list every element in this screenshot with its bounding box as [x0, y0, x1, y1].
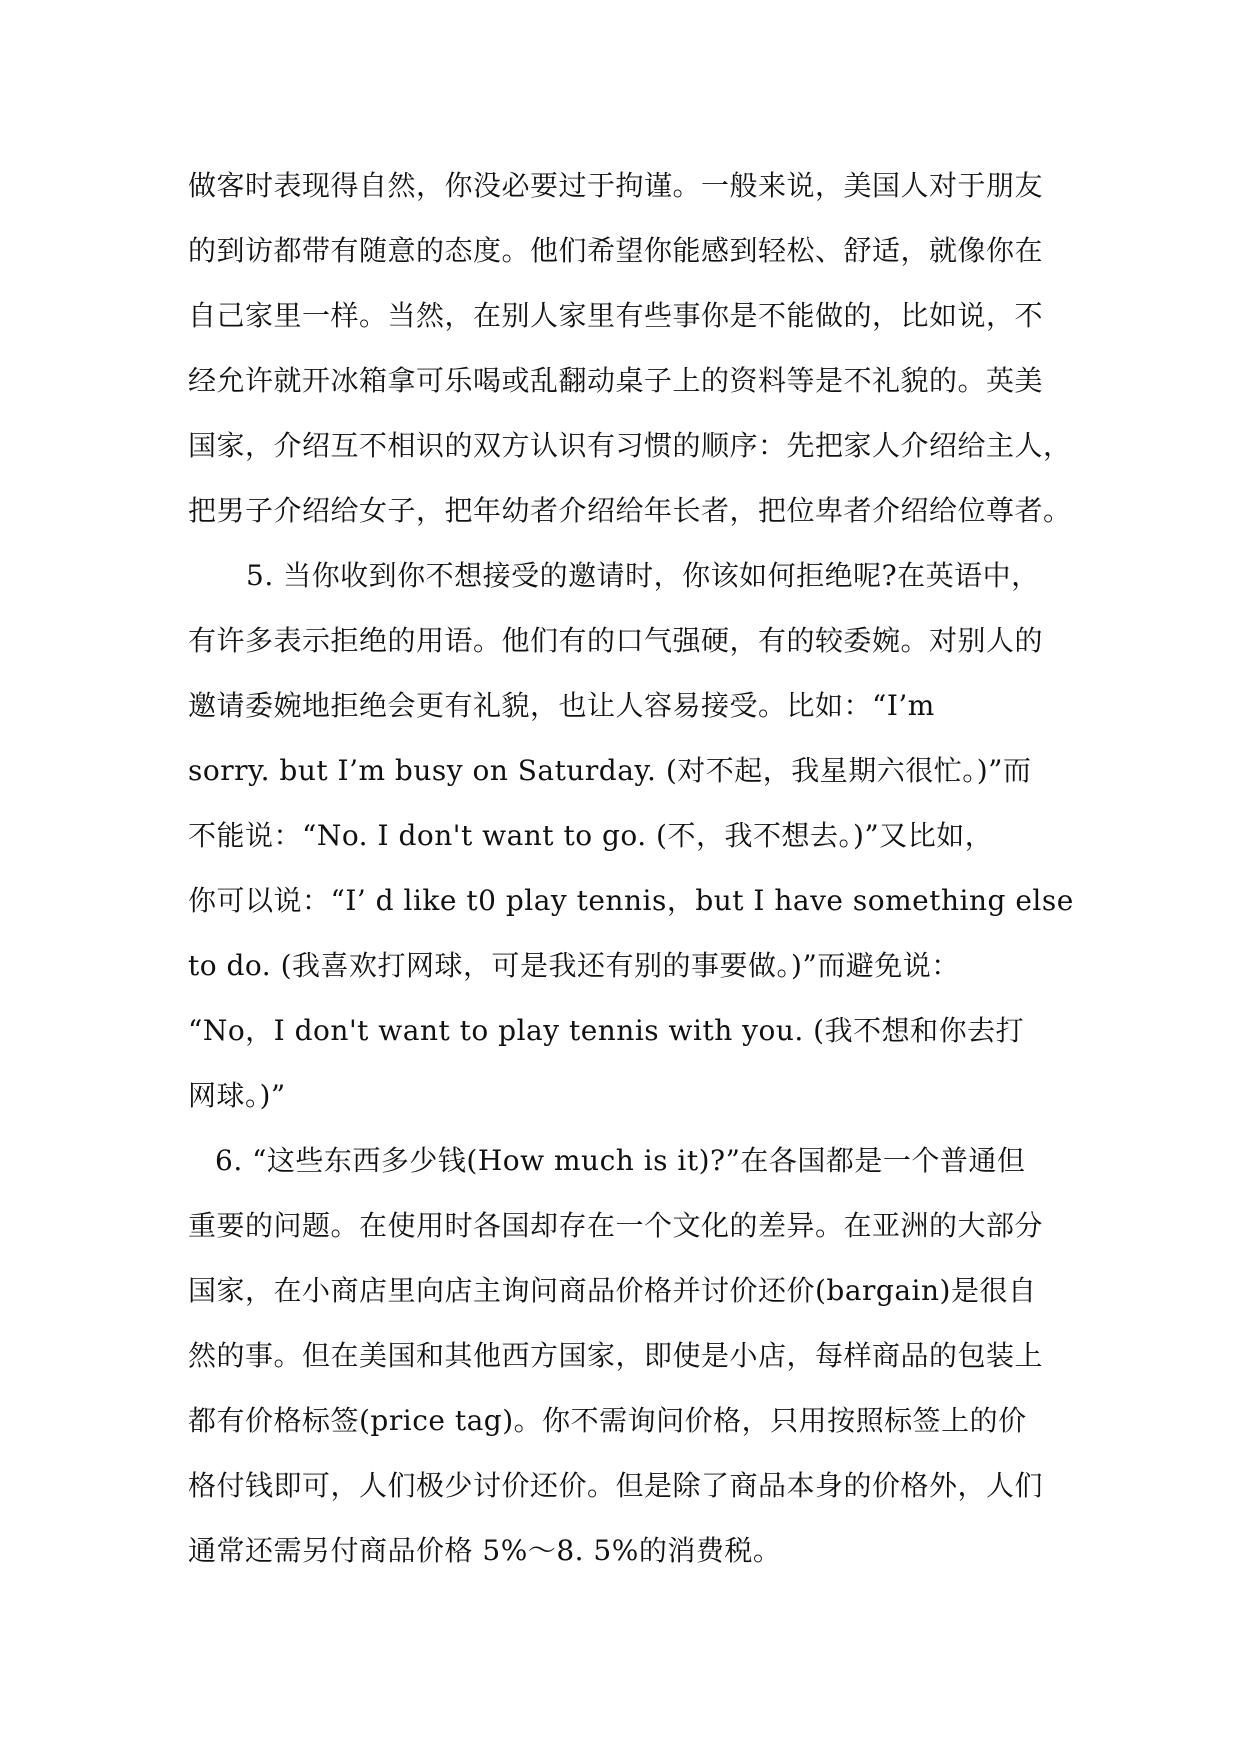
text-line: 国家，在小商店里向店主询问商品价格并讨价还价(bargain)是很自	[188, 1274, 1037, 1307]
paragraph-etiquette	[188, 153, 1148, 543]
text-line: 自己家里一样。当然，在别人家里有些事你是不能做的，比如说，不	[188, 299, 1044, 332]
paragraph-item-6	[188, 1128, 1148, 1583]
text-line: sorry. but I’m busy on Saturday. (对不起，我星期六很忙。)”而	[188, 754, 1032, 787]
text-line: 网球。)”	[188, 1079, 286, 1112]
text-line: 都有价格标签(price tag)。你不需询问价格，只用按照标签上的价	[188, 1404, 1027, 1437]
body-text	[188, 153, 1148, 1583]
text-line: 不能说：“No. I don't want to go. (不，我不想去。)”又比如，	[188, 819, 994, 852]
text-line: 格付钱即可，人们极少讨价还价。但是除了商品本身的价格外，人们	[188, 1469, 1044, 1502]
text-line: 的到访都带有随意的态度。他们希望你能感到轻松、舒适，就像你在	[188, 234, 1044, 267]
text-line: 然的事。但在美国和其他西方国家，即使是小店，每样商品的包装上	[188, 1339, 1044, 1372]
text-line: 5. 当你收到你不想接受的邀请时，你该如何拒绝呢?在英语中，	[246, 559, 1040, 592]
text-line: 重要的问题。在使用时各国却存在一个文化的差异。在亚洲的大部分	[188, 1209, 1044, 1242]
text-line: 把男子介绍给女子，把年幼者介绍给年长者，把位卑者介绍给位尊者。	[188, 494, 1072, 527]
text-line: 做客时表现得自然，你没必要过于拘谨。一般来说，美国人对于朋友	[188, 169, 1044, 202]
text-line: 邀请委婉地拒绝会更有礼貌，也让人容易接受。比如：“I’m	[188, 689, 935, 722]
text-line: 6. “这些东西多少钱(How much is it)?”在各国都是一个普通但	[215, 1144, 1026, 1177]
paragraph-item-5	[188, 543, 1148, 1128]
text-line: “No，I don't want to play tennis with you. (我不想和你去打	[188, 1014, 1025, 1047]
text-line: 有许多表示拒绝的用语。他们有的口气强硬，有的较委婉。对别人的	[188, 624, 1044, 657]
text-line: to do. (我喜欢打网球，可是我还有别的事要做。)”而避免说：	[188, 949, 960, 982]
text-line: 你可以说：“I’ d like t0 play tennis，but I have something else	[188, 884, 1074, 917]
text-line: 通常还需另付商品价格 5%～8. 5%的消费税。	[188, 1534, 782, 1567]
text-line: 国家，介绍互不相识的双方认识有习惯的顺序：先把家人介绍给主人，	[188, 429, 1072, 462]
text-line: 经允许就开冰箱拿可乐喝或乱翻动桌子上的资料等是不礼貌的。英美	[188, 364, 1044, 397]
